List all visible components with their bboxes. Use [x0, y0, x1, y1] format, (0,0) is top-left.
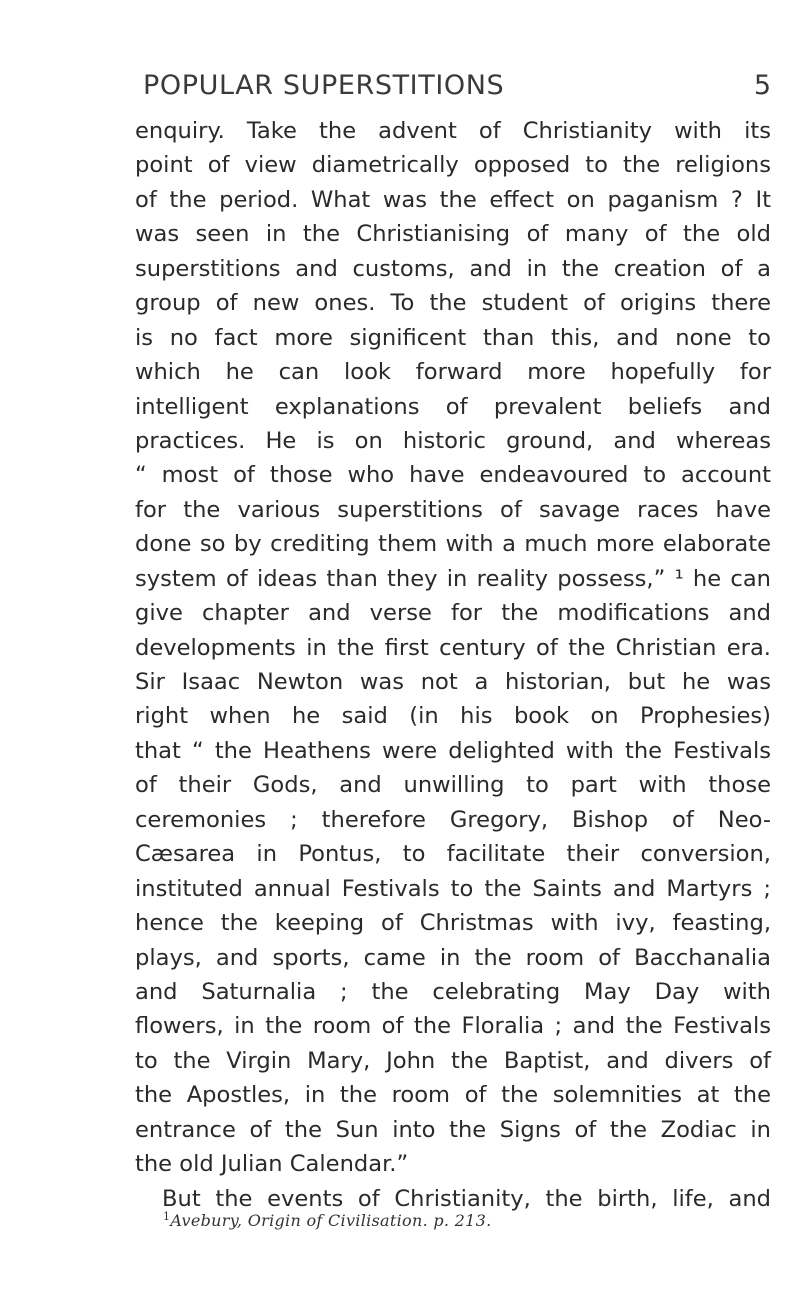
text-line: entrance of the Sun into the Signs of the Zodiac in: [135, 1116, 771, 1143]
text-line: right when he said (in his book on Prophesies): [135, 703, 771, 730]
text-line: system of ideas than they in reality possess,” ¹ he can: [135, 565, 771, 592]
text-line: plays, and sports, came in the room of Bacchanalia: [135, 944, 771, 971]
text-line: hence the keeping of Christmas with ivy, feasting,: [135, 910, 771, 937]
text-line: done so by crediting them with a much more elaborate: [135, 531, 771, 558]
text-line: the old Julian Calendar.”: [135, 1151, 409, 1178]
text-line: Cæsarea in Pontus, to facilitate their conversion,: [135, 841, 771, 868]
text-line: enquiry. Take the advent of Christianity with its: [135, 118, 771, 144]
text-line: of the period. What was the effect on paganism ? It: [135, 186, 771, 213]
text-line: to the Virgin Mary, John the Baptist, and divers of: [135, 1047, 771, 1074]
text-line: and Saturnalia ; the celebrating May Day with: [135, 978, 771, 1005]
text-line: is no fact more significent than this, and none to: [135, 324, 771, 351]
text-line: “ most of those who have endeavoured to account: [135, 462, 771, 489]
footnote-text: Avebury, Origin of Civilisation. p. 213.: [170, 1211, 492, 1230]
text-line: group of new ones. To the student of origins there: [135, 290, 771, 317]
text-line: But the events of Christianity, the birth, life, and: [162, 1185, 771, 1212]
running-header: [135, 70, 775, 106]
text-line: the Apostles, in the room of the solemnities at the: [135, 1082, 771, 1109]
text-line: practices. He is on historic ground, and whereas: [135, 427, 771, 454]
text-line: of their Gods, and unwilling to part with those: [135, 772, 771, 799]
text-line: ceremonies ; therefore Gregory, Bishop of Neo-: [135, 806, 771, 833]
body-text: [135, 114, 771, 1216]
text-line: for the various superstitions of savage races have: [135, 496, 771, 523]
footnote-mark: 1: [163, 1210, 171, 1223]
text-line: that “ the Heathens were delighted with the Festivals: [135, 737, 771, 764]
text-line: give chapter and verse for the modifications and: [135, 600, 771, 627]
text-line: developments in the first century of the Christian era.: [135, 634, 771, 661]
text-line: was seen in the Christianising of many of the old: [135, 221, 771, 248]
text-line: which he can look forward more hopefully for: [135, 359, 771, 386]
text-line: intelligent explanations of prevalent beliefs and: [135, 393, 771, 420]
text-line: point of view diametrically opposed to the religions: [135, 152, 771, 179]
text-line: superstitions and customs, and in the creation of a: [135, 255, 771, 282]
page-number: 5: [753, 70, 771, 101]
footnote: [163, 1210, 491, 1230]
text-line: Sir Isaac Newton was not a historian, but he was: [135, 669, 771, 695]
text-line: flowers, in the room of the Floralia ; and the Festivals: [135, 1013, 771, 1040]
text-line: instituted annual Festivals to the Saints and Martyrs ;: [135, 875, 771, 902]
running-title: POPULAR SUPERSTITIONS: [143, 70, 505, 101]
